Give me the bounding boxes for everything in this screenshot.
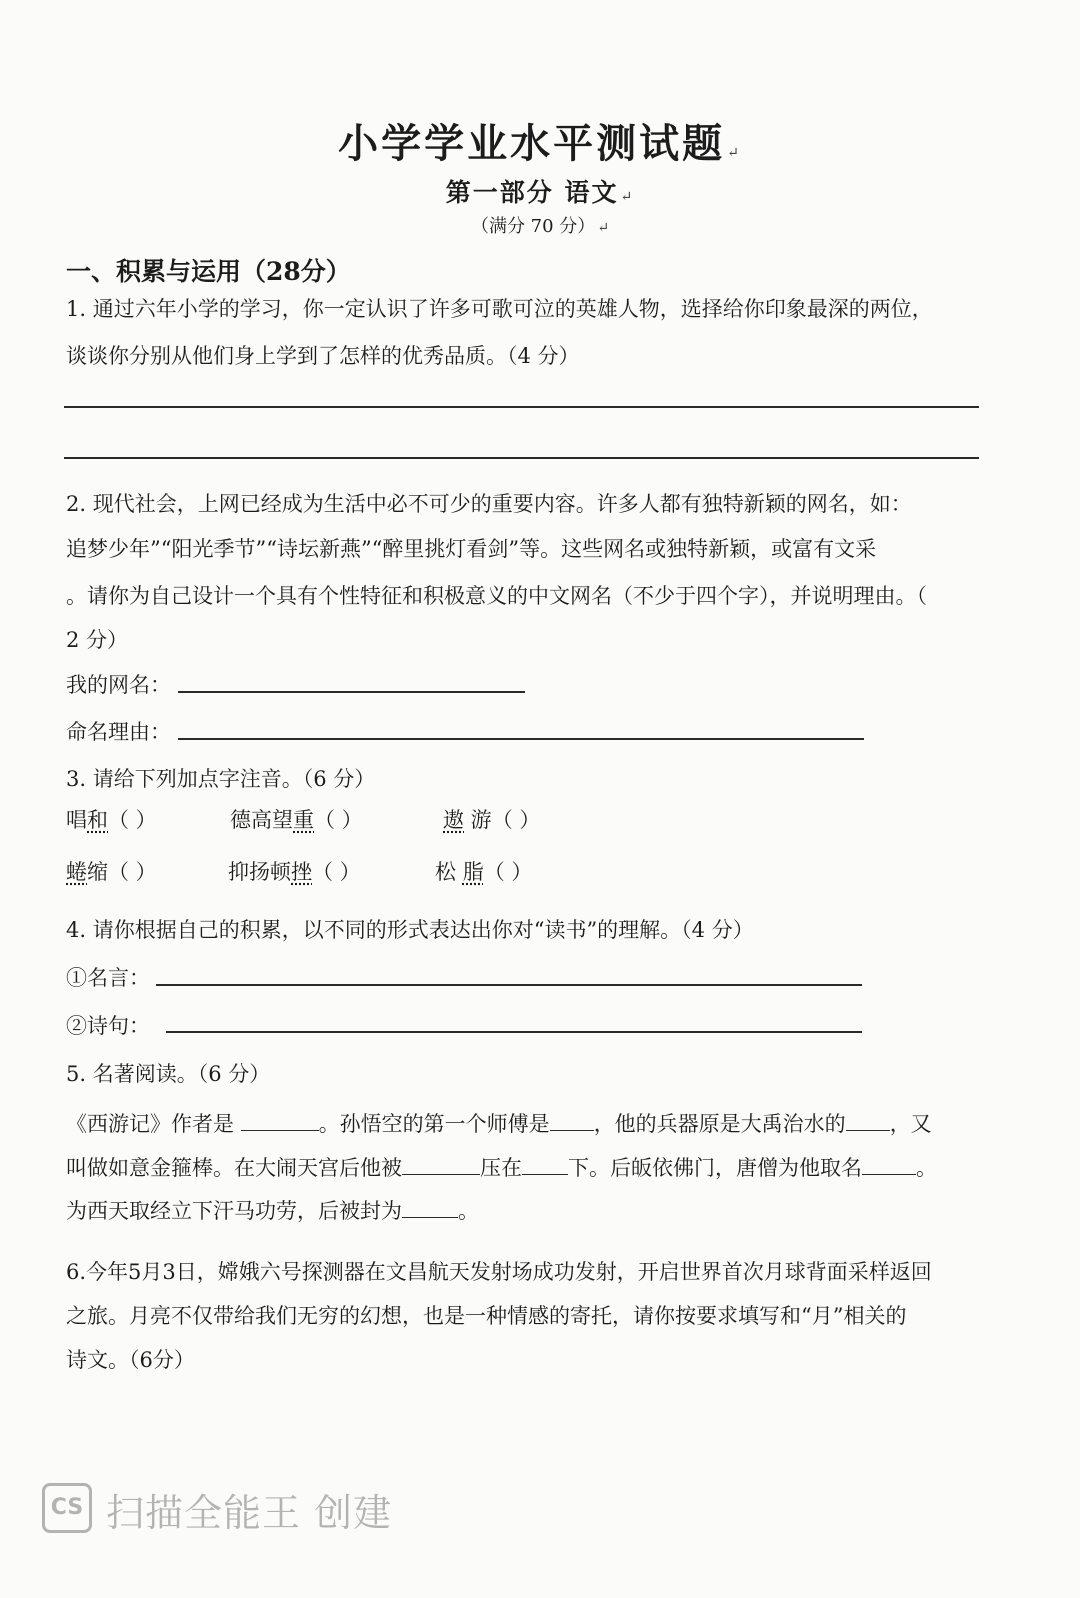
q2-reason-label: 命名理由： bbox=[66, 720, 171, 744]
q2-reason-input-line[interactable] bbox=[178, 738, 864, 740]
q3-item: 松 脂（ ） bbox=[435, 860, 533, 884]
q1-line2: 谈谈你分别从他们身上学到了怎样的优秀品质。（4 分） bbox=[66, 344, 580, 368]
q5-blank-subdued-by[interactable] bbox=[402, 1156, 480, 1175]
q5-line1: 《西游记》作者是 。孙悟空的第一个师傅是 ，他的兵器原是大禹治水的 ，又 bbox=[66, 1112, 932, 1136]
q2-line1: 2. 现代社会，上网已经成为生活中必不可少的重要内容。许多人都有独特新颖的网名，如： bbox=[66, 492, 912, 516]
q3-item: 唱和（ ） bbox=[66, 808, 157, 832]
q5-blank-teacher[interactable] bbox=[550, 1112, 594, 1131]
q4-item1-input-line[interactable] bbox=[156, 984, 862, 986]
q1-answer-line-1[interactable] bbox=[64, 406, 979, 408]
q3-item: 德高望重（ ） bbox=[230, 808, 363, 832]
q1-line1: 1. 通过六年小学的学习，你一定认识了许多可歌可泣的英雄人物，选择给你印象最深的两位， bbox=[66, 297, 933, 321]
q5-blank-author[interactable] bbox=[241, 1112, 319, 1131]
q2-name-input-line[interactable] bbox=[178, 691, 525, 693]
q5-prompt: 5. 名著阅读。（6 分） bbox=[66, 1062, 271, 1086]
q2-line3: 。请你为自己设计一个具有个性特征和积极意义的中文网名（不少于四个字），并说明理由。（ bbox=[66, 584, 927, 608]
part-heading: 第一部分 语文 ↵ bbox=[445, 178, 635, 207]
q4-item1-label: ①名言： bbox=[66, 966, 150, 990]
q4-item2-input-line[interactable] bbox=[166, 1031, 862, 1033]
q4-prompt: 4. 请你根据自己的积累，以不同的形式表达出你对“读书”的理解。（4 分） bbox=[66, 918, 754, 942]
q3-item: 蜷缩（ ） bbox=[66, 860, 157, 884]
q5-line2: 叫做如意金箍棒。在大闹天宫后他被 压在 下。后皈依佛门，唐僧为他取名 。 bbox=[66, 1156, 937, 1180]
q6-line2: 之旅。月亮不仅带给我们无穷的幻想，也是一种情感的寄托，请你按要求填写和“月”相关的 bbox=[66, 1304, 907, 1328]
q5-blank-weapon[interactable] bbox=[846, 1112, 890, 1131]
q5-blank-mountain[interactable] bbox=[522, 1156, 568, 1175]
full-score: （满分 70 分） ↵ bbox=[470, 216, 610, 237]
q2-line4: 2 分） bbox=[66, 628, 129, 652]
q6-line1: 6.今年5月3日，嫦娥六号探测器在文昌航天发射场成功发射，开启世界首次月球背面采样返回 bbox=[66, 1260, 932, 1284]
q2-line2: 追梦少年”“阳光季节”“诗坛新燕”“醉里挑灯看剑”等。这些网名或独特新颖，或富有文采 bbox=[66, 537, 877, 561]
page-title: 小学学业水平测试题 ↵ bbox=[338, 120, 742, 167]
q2-name-label: 我的网名： bbox=[66, 673, 171, 697]
q5-blank-title[interactable] bbox=[402, 1199, 458, 1218]
q4-item2-label: ②诗句： bbox=[66, 1014, 150, 1038]
camscanner-logo-icon: CS bbox=[42, 1483, 92, 1533]
q3-item: 抑扬顿挫（ ） bbox=[228, 860, 361, 884]
q1-answer-line-2[interactable] bbox=[64, 457, 979, 459]
q5-line3: 为西天取经立下汗马功劳，后被封为 。 bbox=[66, 1199, 479, 1223]
q6-line3: 诗文。（6分） bbox=[66, 1348, 195, 1372]
q3-prompt: 3. 请给下列加点字注音。（6 分） bbox=[66, 767, 376, 791]
section-heading: 一、积累与运用（28分） bbox=[66, 257, 351, 286]
q3-item: 遨 游（ ） bbox=[443, 808, 541, 832]
q5-blank-dharma-name[interactable] bbox=[862, 1156, 916, 1175]
scanner-watermark: 扫描全能王 创建 bbox=[106, 1491, 393, 1535]
